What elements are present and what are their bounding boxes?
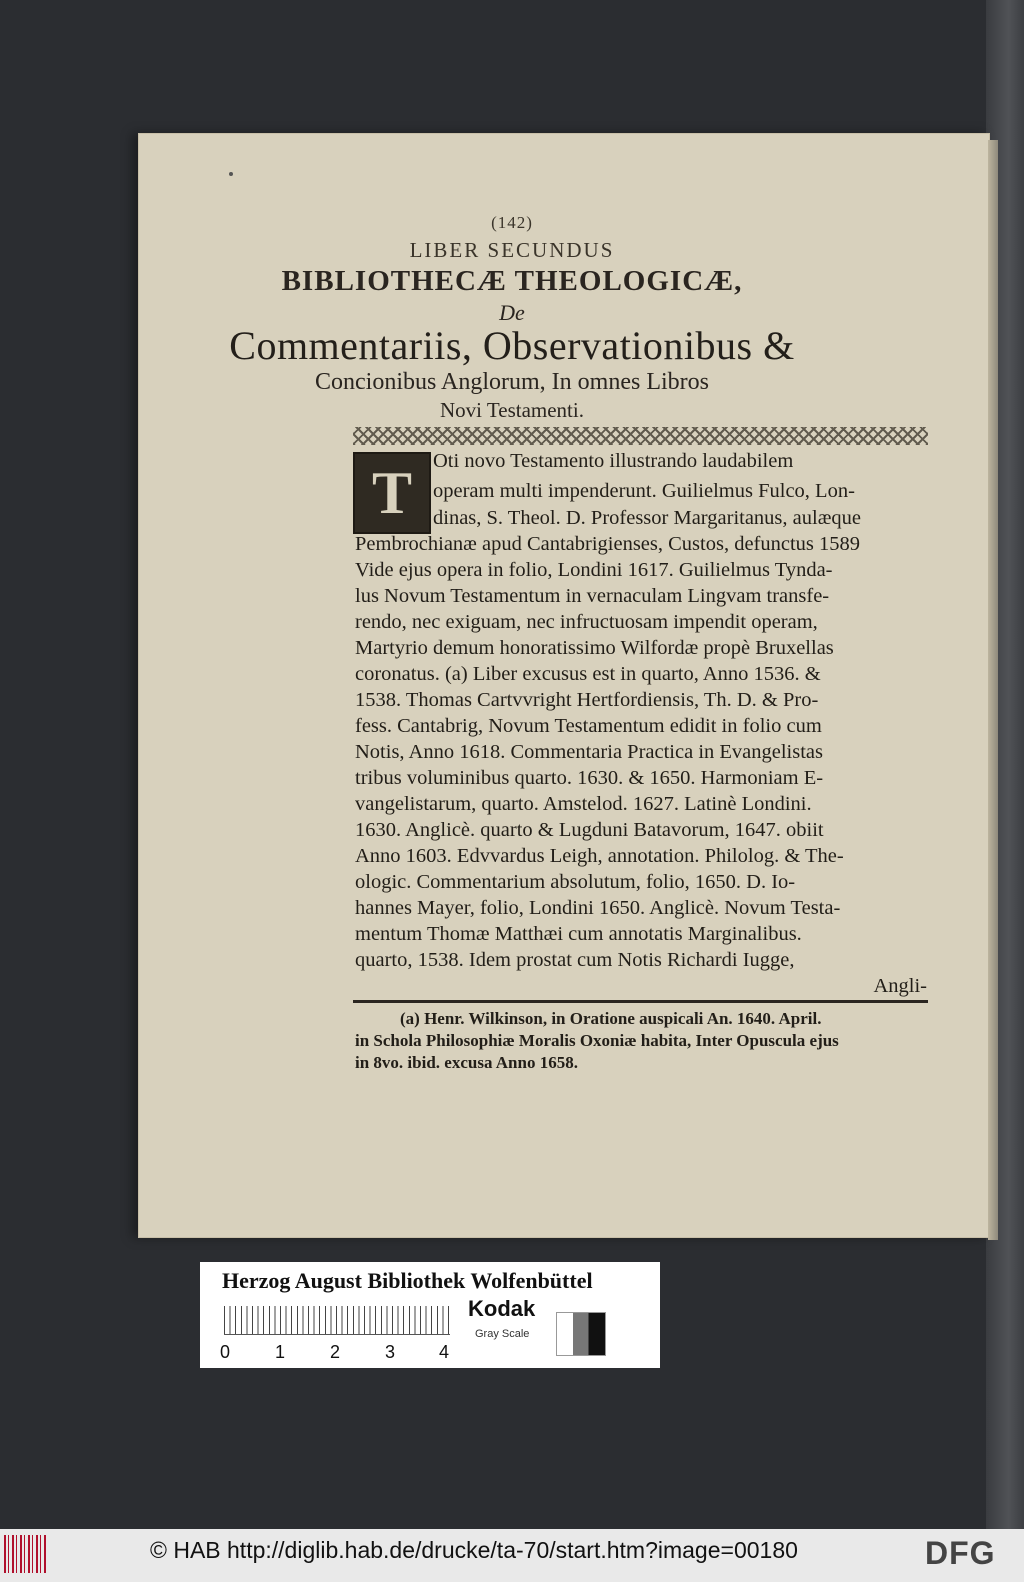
ink-dot (229, 172, 233, 176)
ornament-border (353, 427, 928, 445)
page-number: (142) (491, 213, 533, 232)
ruler-tick-label: 2 (330, 1342, 341, 1362)
ruler-tick-label: 0 (220, 1342, 231, 1362)
title-novi: Novi Testamenti. (440, 398, 584, 422)
footnote-rule (353, 1000, 928, 1003)
footnote-line: in Schola Philosophiæ Moralis Oxoniæ habita, Inter Opuscula ejus (355, 1031, 839, 1050)
ruler-tick-label: 4 (439, 1342, 450, 1362)
body-line: hannes Mayer, folio, Londini 1650. Anglicè. Novum Testa- (355, 897, 841, 919)
dfg-logo: DFG (925, 1535, 996, 1571)
body-line: vangelistarum, quarto. Amstelod. 1627. Latinè Londini. (355, 793, 812, 815)
body-line: Oti novo Testamento illustrando laudabilem (433, 450, 794, 472)
title-bibliotheca: BIBLIOTHECÆ THEOLOGICÆ, (281, 265, 743, 297)
title-de: De (499, 300, 525, 325)
decorated-initial: T (353, 452, 431, 534)
ruler-tick-label: 3 (385, 1342, 396, 1362)
gray-scale-label: Gray Scale (475, 1328, 530, 1340)
footer-bar (0, 1529, 1024, 1582)
body-line: 1630. Anglicè. quarto & Lugduni Batavorum, 1647. obiit (355, 819, 824, 841)
footnote-line: in 8vo. ibid. excusa Anno 1658. (355, 1053, 578, 1072)
body-line: Pembrochianæ apud Cantabrigienses, Custos, defunctus 1589 (355, 533, 861, 555)
body-line: coronatus. (a) Liber excusus est in quarto, Anno 1536. & (355, 663, 821, 685)
body-line: rendo, nec exiguam, nec infructuosam impendit operam, (355, 611, 818, 633)
body-line: ologic. Commentarium absolutum, folio, 1650. D. Io- (355, 871, 796, 893)
book-heading: LIBER SECUNDUS (409, 238, 615, 262)
barcode-icon (4, 1535, 48, 1573)
kodak-logo: Kodak (468, 1296, 536, 1321)
scale-ruler (224, 1306, 450, 1335)
color-reference-card (200, 1262, 660, 1368)
body-line: dinas, S. Theol. D. Professor Margaritanus, aulæque (433, 507, 861, 529)
body-line: quarto, 1538. Idem prostat cum Notis Richardi Iugge, (355, 949, 795, 971)
footnote-line: (a) Henr. Wilkinson, in Oratione auspicali An. 1640. April. (400, 1009, 822, 1028)
body-line: Vide ejus opera in folio, Londini 1617. Guilielmus Tynda- (355, 559, 833, 581)
body-line: Martyrio demum honoratissimo Wilfordæ propè Bruxellas (355, 637, 834, 659)
title-commentariis: Commentariis, Observationibus & (229, 323, 795, 368)
body-line: operam multi impenderunt. Guilielmus Fulco, Lon- (433, 480, 855, 502)
gray-scale-swatch (556, 1312, 606, 1356)
body-line: Anno 1603. Edvvardus Leigh, annotation. Philolog. & The- (355, 845, 844, 867)
body-line: tribus voluminibus quarto. 1630. & 1650. Harmoniam E- (355, 767, 824, 789)
library-name: Herzog August Bibliothek Wolfenbüttel (222, 1268, 593, 1293)
body-line: Notis, Anno 1618. Commentaria Practica in Evangelistas (355, 741, 823, 763)
ruler-tick-label: 1 (275, 1342, 286, 1362)
title-concionibus: Concionibus Anglorum, In omnes Libros (315, 369, 709, 395)
body-line: mentum Thomæ Matthæi cum annotatis Marginalibus. (355, 923, 802, 945)
copyright-link[interactable]: © HAB http://diglib.hab.de/drucke/ta-70/start.htm?image=00180 (150, 1537, 798, 1563)
catchword: Angli- (873, 975, 927, 997)
body-line: 1538. Thomas Cartvvright Hertfordiensis, Th. D. & Pro- (355, 689, 819, 711)
body-line: fess. Cantabrig, Novum Testamentum edidit in folio cum (355, 715, 822, 737)
body-line: lus Novum Testamentum in vernaculam Lingvam transfe- (355, 585, 830, 607)
